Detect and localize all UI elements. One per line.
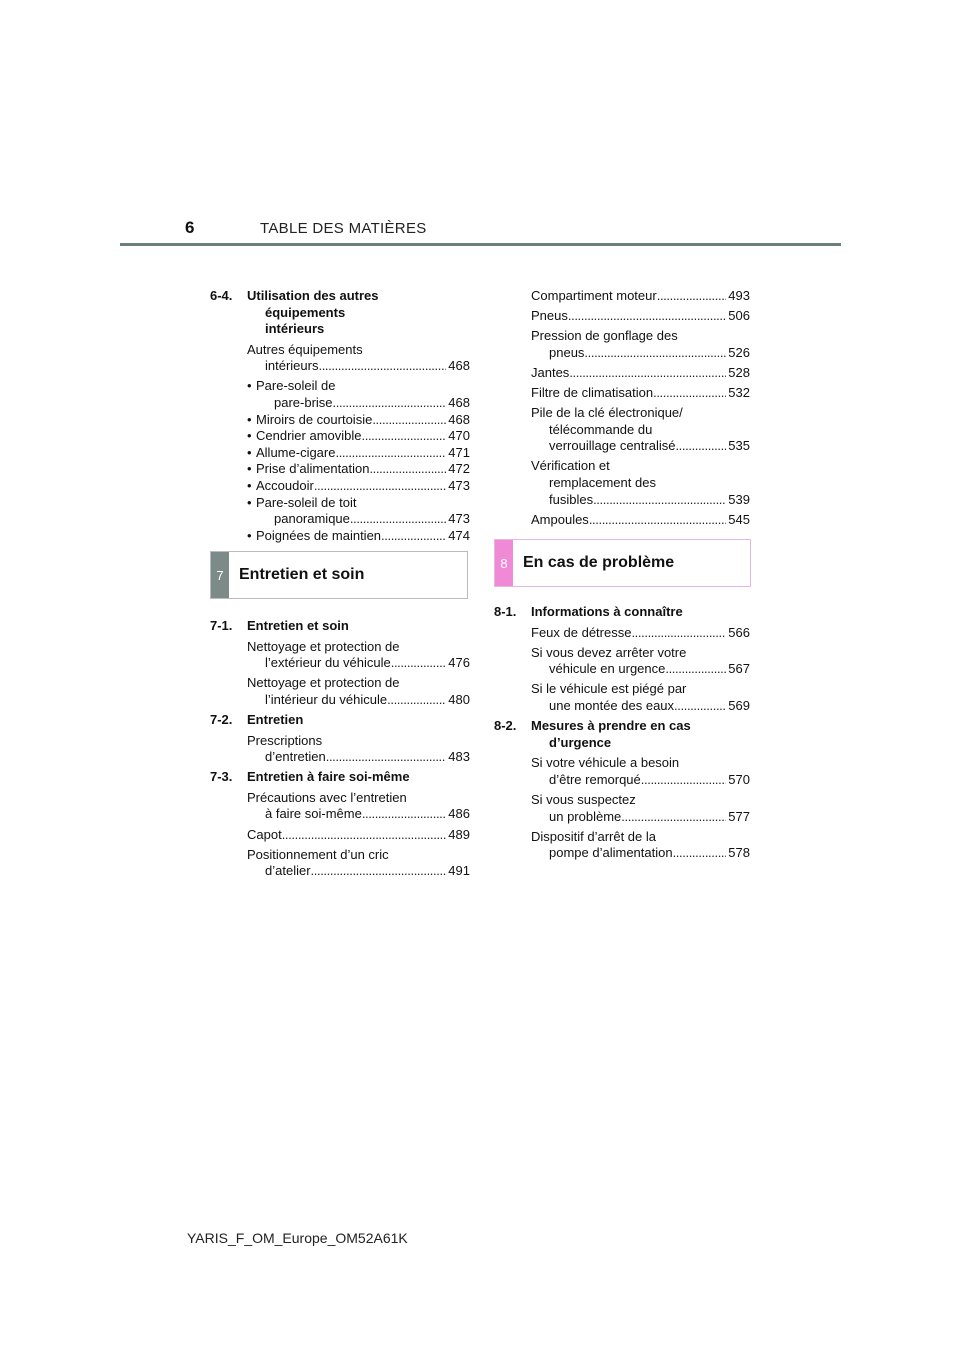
toc-entry[interactable] [531, 405, 750, 455]
toc-entry[interactable] [247, 827, 470, 844]
entry-text: pneus [549, 344, 585, 360]
toc-entry[interactable] [531, 308, 750, 325]
section-number: 7-1. [210, 618, 233, 633]
page-ref: 474 [448, 527, 470, 543]
toc-left-column-chapter7 [210, 618, 470, 883]
entry-text: Ampoules [531, 511, 589, 527]
toc-subentry[interactable] [256, 478, 470, 495]
toc-entry[interactable] [531, 755, 750, 788]
chapter-title: Entretien et soin [239, 566, 365, 583]
entry-text: Autres équipements [247, 341, 363, 357]
toc-entry[interactable] [531, 365, 750, 382]
entry-text: Précautions avec l’entretien [247, 789, 407, 805]
entry-text: Jantes [531, 364, 570, 380]
page-ref: 470 [448, 428, 470, 444]
page-ref: 545 [728, 511, 750, 527]
entry-text: remplacement des [549, 474, 656, 490]
entry-text: panoramique [274, 511, 350, 527]
page-ref: 476 [448, 655, 470, 671]
toc-entry[interactable] [247, 847, 470, 880]
entry-text: • Cendrier amovible [256, 428, 362, 444]
toc-subentry[interactable] [256, 412, 470, 429]
section-6-4[interactable] [210, 288, 470, 338]
entry-text: une montée des eaux [549, 697, 675, 713]
entry-text: Dispositif d’arrêt de la [531, 828, 656, 844]
page-ref: 486 [448, 806, 470, 822]
entry-text: • Accoudoir [256, 478, 314, 494]
page-ref: 483 [448, 749, 470, 765]
entry-text: Nettoyage et protection de [247, 675, 400, 691]
entry-text: véhicule en urgence [549, 661, 666, 677]
page-number: 6 [185, 218, 195, 237]
section-7-1[interactable] [210, 618, 470, 635]
entry-text: d’atelier [265, 863, 311, 879]
chapter-number: 7 [211, 552, 229, 598]
entry-text: à faire soi-même [265, 806, 362, 822]
entry-text: l’intérieur du véhicule [265, 691, 388, 707]
section-title: équipements [265, 304, 346, 320]
chapter-number: 8 [495, 540, 513, 586]
entry-text: d’entretien [265, 749, 326, 765]
section-number: 7-3. [210, 769, 233, 785]
section-title: d’urgence [549, 734, 612, 750]
page-ref: 577 [728, 808, 750, 824]
toc-subentry[interactable] [256, 528, 470, 545]
section-title: Utilisation des autres [247, 288, 379, 303]
page-ref: 578 [728, 845, 750, 861]
entry-text: Pression de gonflage des [531, 328, 678, 344]
page-ref: 526 [728, 344, 750, 360]
header-rule [120, 243, 841, 246]
toc-right-column [494, 288, 750, 532]
toc-entry[interactable] [531, 458, 750, 508]
entry-text: Capot [247, 826, 282, 842]
footer-doc-id: YARIS_F_OM_Europe_OM52A61K [187, 1230, 408, 1246]
entry-text: Pile de la clé électronique/ [531, 405, 683, 421]
section-title: intérieurs [265, 321, 325, 337]
entry-text: un problème [549, 808, 622, 824]
toc-subentry[interactable] [256, 378, 470, 411]
entry-text: • Prise d’alimentation [256, 461, 370, 477]
entry-text: • Pare-soleil de [256, 378, 336, 394]
section-8-2[interactable] [494, 718, 750, 751]
page-ref: 468 [448, 395, 470, 411]
section-number: 8-2. [494, 718, 517, 734]
toc-entry[interactable] [531, 792, 750, 825]
entry-text: pompe d’alimentation [549, 845, 673, 861]
entry-text: d’être remorqué [549, 771, 641, 787]
entry-text: • Poignées de maintien [256, 527, 382, 543]
page-ref: 566 [728, 624, 750, 640]
entry-text: • Allume-cigare [256, 444, 336, 460]
section-title: Entretien [247, 711, 304, 727]
page-ref: 472 [448, 461, 470, 477]
toc-entry[interactable] [247, 790, 470, 823]
section-7-2[interactable] [210, 712, 470, 729]
section-title: Entretien et soin [247, 618, 349, 633]
page-ref: 491 [448, 863, 470, 879]
entry-text: Positionnement d’un cric [247, 846, 389, 862]
toc-entry[interactable] [247, 733, 470, 766]
entry-text: intérieurs [265, 358, 319, 374]
entry-text: • Pare-soleil de toit [256, 494, 357, 510]
toc-right-column-chapter8 [494, 604, 750, 865]
toc-left-column [210, 288, 470, 544]
entry-text: télécommande du [549, 421, 653, 437]
section-title: Mesures à prendre en cas [531, 718, 691, 734]
page-ref: 473 [448, 511, 470, 527]
entry-text: Feux de détresse [531, 624, 632, 640]
page-ref: 468 [448, 411, 470, 427]
page-ref: 471 [448, 444, 470, 460]
page-ref: 473 [448, 478, 470, 494]
entry-text: Si votre véhicule a besoin [531, 755, 680, 771]
toc-subentry[interactable] [256, 461, 470, 478]
chapter-title: En cas de problème [523, 554, 675, 571]
page-ref: 489 [448, 826, 470, 842]
toc-entry[interactable] [531, 645, 750, 678]
entry-text: Si le véhicule est piégé par [531, 681, 687, 697]
toc-entry[interactable] [247, 675, 470, 708]
toc-entry[interactable] [531, 512, 750, 529]
entry-text: Si vous devez arrêter votre [531, 644, 687, 660]
toc-subentry[interactable] [256, 428, 470, 445]
entry-text: Pneus [531, 308, 568, 324]
entry-text: fusibles [549, 491, 594, 507]
chapter-7-banner[interactable] [210, 551, 468, 599]
entry-text: Si vous suspectez [531, 791, 636, 807]
toc-subentry[interactable] [256, 495, 470, 528]
toc-entry[interactable] [531, 681, 750, 714]
page-ref: 468 [448, 358, 470, 374]
toc-entry[interactable] [247, 342, 470, 375]
section-number: 8-1. [494, 604, 517, 619]
toc-entry[interactable] [531, 829, 750, 862]
chapter-8-banner[interactable] [494, 539, 751, 587]
toc-entry[interactable] [531, 385, 750, 402]
page-ref: 539 [728, 491, 750, 507]
entry-text: • Miroirs de courtoisie [256, 411, 373, 427]
page-ref: 480 [448, 691, 470, 707]
page-ref: 570 [728, 771, 750, 787]
entry-text: Filtre de climatisation [531, 384, 654, 400]
page-ref: 528 [728, 364, 750, 380]
entry-text: pare-brise [274, 395, 333, 411]
section-7-3[interactable] [210, 769, 470, 786]
header-title: TABLE DES MATIÈRES [260, 220, 427, 237]
section-title: Entretien à faire soi-même [247, 769, 410, 785]
entry-text: Compartiment moteur [531, 288, 657, 303]
page-ref: 506 [728, 308, 750, 324]
page-ref: 535 [728, 438, 750, 454]
toc-entry[interactable] [531, 625, 750, 642]
page-ref: 569 [728, 697, 750, 713]
page-ref: 493 [728, 288, 750, 303]
toc-entry[interactable] [247, 639, 470, 672]
entry-text: l’extérieur du véhicule [265, 655, 391, 671]
toc-entry[interactable] [531, 288, 750, 305]
entry-text: Prescriptions [247, 732, 323, 748]
entry-text: Nettoyage et protection de [247, 638, 400, 654]
section-number: 6-4. [210, 288, 233, 303]
page-ref: 567 [728, 661, 750, 677]
section-8-1[interactable] [494, 604, 750, 621]
entry-text: verrouillage centralisé [549, 438, 676, 454]
toc-subentry[interactable] [256, 445, 470, 462]
section-title: Informations à connaître [531, 604, 683, 619]
entry-text: Vérification et [531, 458, 610, 474]
toc-entry[interactable] [531, 328, 750, 361]
page-ref: 532 [728, 384, 750, 400]
section-number: 7-2. [210, 711, 233, 727]
